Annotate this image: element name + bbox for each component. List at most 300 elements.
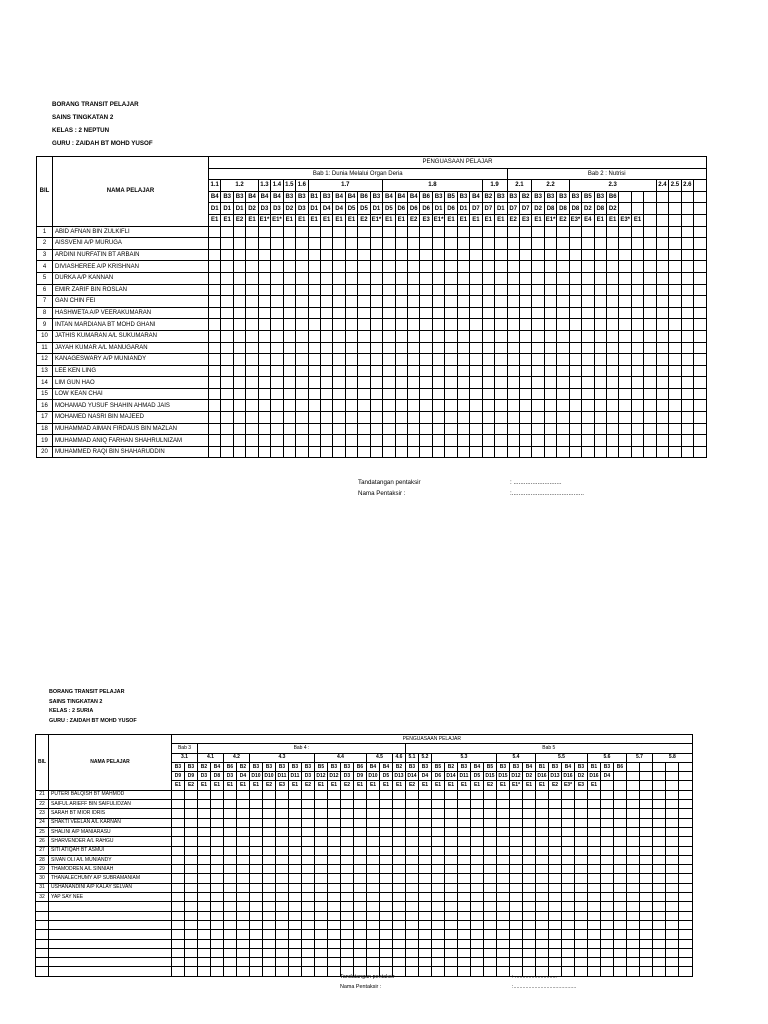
mastery-cell[interactable]	[406, 865, 419, 874]
mastery-cell[interactable]	[358, 435, 370, 447]
mastery-cell[interactable]	[276, 920, 289, 929]
mastery-cell[interactable]	[209, 261, 221, 273]
mastery-cell[interactable]	[519, 365, 531, 377]
mastery-cell[interactable]	[432, 342, 444, 354]
mastery-cell[interactable]	[315, 818, 328, 827]
mastery-cell[interactable]	[283, 296, 295, 308]
mastery-cell[interactable]	[283, 249, 295, 261]
mastery-cell[interactable]	[569, 365, 581, 377]
mastery-cell[interactable]	[209, 226, 221, 238]
mastery-cell[interactable]	[619, 377, 631, 389]
mastery-cell[interactable]	[679, 883, 693, 892]
mastery-cell[interactable]	[497, 837, 510, 846]
mastery-cell[interactable]	[653, 809, 666, 818]
mastery-cell[interactable]	[345, 412, 357, 424]
mastery-cell[interactable]	[237, 883, 250, 892]
mastery-cell[interactable]	[315, 948, 328, 957]
mastery-cell[interactable]	[562, 893, 575, 902]
mastery-cell[interactable]	[519, 342, 531, 354]
mastery-cell[interactable]	[271, 307, 283, 319]
mastery-cell[interactable]	[432, 226, 444, 238]
mastery-cell[interactable]	[258, 296, 270, 308]
mastery-cell[interactable]	[432, 377, 444, 389]
mastery-cell[interactable]	[395, 272, 407, 284]
mastery-cell[interactable]	[484, 837, 497, 846]
mastery-cell[interactable]	[432, 307, 444, 319]
mastery-cell[interactable]	[495, 284, 507, 296]
mastery-cell[interactable]	[607, 238, 619, 250]
mastery-cell[interactable]	[640, 902, 653, 911]
mastery-cell[interactable]	[519, 400, 531, 412]
mastery-cell[interactable]	[263, 818, 276, 827]
mastery-cell[interactable]	[549, 920, 562, 929]
mastery-cell[interactable]	[315, 790, 328, 799]
mastery-cell[interactable]	[640, 846, 653, 855]
mastery-cell[interactable]	[395, 412, 407, 424]
mastery-cell[interactable]	[679, 911, 693, 920]
mastery-cell[interactable]	[497, 855, 510, 864]
mastery-cell[interactable]	[495, 226, 507, 238]
mastery-cell[interactable]	[495, 307, 507, 319]
mastery-cell[interactable]	[544, 226, 556, 238]
mastery-cell[interactable]	[484, 827, 497, 836]
mastery-cell[interactable]	[263, 967, 276, 976]
signature-line[interactable]: :..........................................	[510, 490, 584, 497]
mastery-cell[interactable]	[656, 261, 668, 273]
mastery-cell[interactable]	[211, 902, 224, 911]
mastery-cell[interactable]	[283, 238, 295, 250]
mastery-cell[interactable]	[383, 446, 395, 458]
mastery-cell[interactable]	[224, 800, 237, 809]
mastery-cell[interactable]	[458, 855, 471, 864]
mastery-cell[interactable]	[345, 249, 357, 261]
mastery-cell[interactable]	[519, 412, 531, 424]
mastery-cell[interactable]	[569, 388, 581, 400]
mastery-cell[interactable]	[445, 883, 458, 892]
mastery-cell[interactable]	[640, 818, 653, 827]
mastery-cell[interactable]	[380, 790, 393, 799]
mastery-cell[interactable]	[679, 874, 693, 883]
mastery-cell[interactable]	[519, 238, 531, 250]
mastery-cell[interactable]	[510, 893, 523, 902]
mastery-cell[interactable]	[221, 249, 233, 261]
mastery-cell[interactable]	[221, 354, 233, 366]
mastery-cell[interactable]	[367, 920, 380, 929]
mastery-cell[interactable]	[276, 865, 289, 874]
mastery-cell[interactable]	[679, 958, 693, 967]
mastery-cell[interactable]	[457, 400, 469, 412]
mastery-cell[interactable]	[358, 249, 370, 261]
mastery-cell[interactable]	[354, 874, 367, 883]
mastery-cell[interactable]	[631, 400, 643, 412]
mastery-cell[interactable]	[333, 296, 345, 308]
mastery-cell[interactable]	[408, 354, 420, 366]
mastery-cell[interactable]	[519, 249, 531, 261]
mastery-cell[interactable]	[246, 330, 258, 342]
mastery-cell[interactable]	[532, 400, 544, 412]
mastery-cell[interactable]	[656, 330, 668, 342]
mastery-cell[interactable]	[575, 865, 588, 874]
mastery-cell[interactable]	[457, 226, 469, 238]
mastery-cell[interactable]	[393, 911, 406, 920]
mastery-cell[interactable]	[258, 377, 270, 389]
mastery-cell[interactable]	[582, 446, 594, 458]
mastery-cell[interactable]	[289, 818, 302, 827]
mastery-cell[interactable]	[315, 930, 328, 939]
mastery-cell[interactable]	[395, 342, 407, 354]
mastery-cell[interactable]	[328, 846, 341, 855]
mastery-cell[interactable]	[507, 249, 519, 261]
mastery-cell[interactable]	[544, 284, 556, 296]
mastery-cell[interactable]	[221, 296, 233, 308]
mastery-cell[interactable]	[432, 948, 445, 957]
mastery-cell[interactable]	[250, 855, 263, 864]
mastery-cell[interactable]	[419, 874, 432, 883]
mastery-cell[interactable]	[250, 800, 263, 809]
mastery-cell[interactable]	[644, 365, 656, 377]
mastery-cell[interactable]	[588, 893, 601, 902]
mastery-cell[interactable]	[470, 238, 482, 250]
mastery-cell[interactable]	[495, 377, 507, 389]
mastery-cell[interactable]	[457, 261, 469, 273]
mastery-cell[interactable]	[557, 388, 569, 400]
mastery-cell[interactable]	[250, 790, 263, 799]
mastery-cell[interactable]	[445, 809, 458, 818]
mastery-cell[interactable]	[395, 446, 407, 458]
mastery-cell[interactable]	[471, 902, 484, 911]
mastery-cell[interactable]	[211, 865, 224, 874]
mastery-cell[interactable]	[302, 818, 315, 827]
mastery-cell[interactable]	[276, 883, 289, 892]
mastery-cell[interactable]	[532, 330, 544, 342]
mastery-cell[interactable]	[341, 827, 354, 836]
mastery-cell[interactable]	[198, 874, 211, 883]
mastery-cell[interactable]	[471, 893, 484, 902]
mastery-cell[interactable]	[575, 948, 588, 957]
mastery-cell[interactable]	[224, 911, 237, 920]
mastery-cell[interactable]	[471, 939, 484, 948]
mastery-cell[interactable]	[224, 837, 237, 846]
mastery-cell[interactable]	[523, 818, 536, 827]
mastery-cell[interactable]	[619, 446, 631, 458]
mastery-cell[interactable]	[557, 377, 569, 389]
mastery-cell[interactable]	[694, 342, 707, 354]
mastery-cell[interactable]	[653, 893, 666, 902]
mastery-cell[interactable]	[380, 948, 393, 957]
mastery-cell[interactable]	[289, 883, 302, 892]
mastery-cell[interactable]	[510, 790, 523, 799]
mastery-cell[interactable]	[562, 827, 575, 836]
mastery-cell[interactable]	[470, 307, 482, 319]
mastery-cell[interactable]	[341, 920, 354, 929]
mastery-cell[interactable]	[507, 238, 519, 250]
mastery-cell[interactable]	[445, 790, 458, 799]
mastery-cell[interactable]	[653, 958, 666, 967]
mastery-cell[interactable]	[510, 865, 523, 874]
mastery-cell[interactable]	[406, 930, 419, 939]
mastery-cell[interactable]	[445, 920, 458, 929]
mastery-cell[interactable]	[471, 827, 484, 836]
mastery-cell[interactable]	[308, 365, 320, 377]
mastery-cell[interactable]	[588, 883, 601, 892]
mastery-cell[interactable]	[320, 388, 332, 400]
mastery-cell[interactable]	[549, 883, 562, 892]
mastery-cell[interactable]	[640, 837, 653, 846]
mastery-cell[interactable]	[393, 930, 406, 939]
mastery-cell[interactable]	[544, 400, 556, 412]
mastery-cell[interactable]	[289, 865, 302, 874]
mastery-cell[interactable]	[283, 284, 295, 296]
mastery-cell[interactable]	[358, 226, 370, 238]
mastery-cell[interactable]	[296, 446, 308, 458]
mastery-cell[interactable]	[393, 837, 406, 846]
mastery-cell[interactable]	[523, 911, 536, 920]
mastery-cell[interactable]	[172, 827, 185, 836]
mastery-cell[interactable]	[484, 902, 497, 911]
mastery-cell[interactable]	[419, 958, 432, 967]
mastery-cell[interactable]	[233, 354, 245, 366]
mastery-cell[interactable]	[557, 435, 569, 447]
mastery-cell[interactable]	[420, 423, 432, 435]
mastery-cell[interactable]	[495, 272, 507, 284]
mastery-cell[interactable]	[484, 911, 497, 920]
mastery-cell[interactable]	[445, 226, 457, 238]
mastery-cell[interactable]	[221, 330, 233, 342]
mastery-cell[interactable]	[383, 319, 395, 331]
mastery-cell[interactable]	[536, 893, 549, 902]
mastery-cell[interactable]	[302, 893, 315, 902]
mastery-cell[interactable]	[211, 967, 224, 976]
mastery-cell[interactable]	[185, 818, 198, 827]
mastery-cell[interactable]	[482, 412, 494, 424]
mastery-cell[interactable]	[569, 400, 581, 412]
mastery-cell[interactable]	[640, 930, 653, 939]
mastery-cell[interactable]	[358, 296, 370, 308]
mastery-cell[interactable]	[246, 261, 258, 273]
mastery-cell[interactable]	[640, 948, 653, 957]
mastery-cell[interactable]	[341, 883, 354, 892]
mastery-cell[interactable]	[544, 330, 556, 342]
mastery-cell[interactable]	[211, 930, 224, 939]
mastery-cell[interactable]	[619, 296, 631, 308]
mastery-cell[interactable]	[484, 958, 497, 967]
mastery-cell[interactable]	[432, 958, 445, 967]
mastery-cell[interactable]	[507, 354, 519, 366]
mastery-cell[interactable]	[627, 958, 640, 967]
mastery-cell[interactable]	[370, 319, 382, 331]
mastery-cell[interactable]	[224, 930, 237, 939]
mastery-cell[interactable]	[315, 874, 328, 883]
mastery-cell[interactable]	[656, 388, 668, 400]
mastery-cell[interactable]	[224, 827, 237, 836]
mastery-cell[interactable]	[221, 238, 233, 250]
mastery-cell[interactable]	[669, 272, 681, 284]
mastery-cell[interactable]	[354, 920, 367, 929]
mastery-cell[interactable]	[519, 388, 531, 400]
mastery-cell[interactable]	[549, 865, 562, 874]
mastery-cell[interactable]	[315, 837, 328, 846]
mastery-cell[interactable]	[536, 818, 549, 827]
mastery-cell[interactable]	[644, 238, 656, 250]
mastery-cell[interactable]	[458, 874, 471, 883]
mastery-cell[interactable]	[470, 284, 482, 296]
mastery-cell[interactable]	[358, 330, 370, 342]
mastery-cell[interactable]	[601, 837, 614, 846]
mastery-cell[interactable]	[233, 400, 245, 412]
mastery-cell[interactable]	[445, 939, 458, 948]
mastery-cell[interactable]	[289, 809, 302, 818]
mastery-cell[interactable]	[263, 939, 276, 948]
mastery-cell[interactable]	[445, 412, 457, 424]
mastery-cell[interactable]	[370, 377, 382, 389]
mastery-cell[interactable]	[185, 911, 198, 920]
mastery-cell[interactable]	[333, 412, 345, 424]
mastery-cell[interactable]	[209, 342, 221, 354]
mastery-cell[interactable]	[341, 874, 354, 883]
mastery-cell[interactable]	[669, 284, 681, 296]
mastery-cell[interactable]	[185, 902, 198, 911]
mastery-cell[interactable]	[588, 958, 601, 967]
mastery-cell[interactable]	[544, 365, 556, 377]
mastery-cell[interactable]	[308, 226, 320, 238]
mastery-cell[interactable]	[420, 377, 432, 389]
mastery-cell[interactable]	[656, 342, 668, 354]
mastery-cell[interactable]	[406, 893, 419, 902]
mastery-cell[interactable]	[432, 846, 445, 855]
mastery-cell[interactable]	[601, 883, 614, 892]
mastery-cell[interactable]	[328, 958, 341, 967]
mastery-cell[interactable]	[669, 446, 681, 458]
mastery-cell[interactable]	[627, 818, 640, 827]
mastery-cell[interactable]	[575, 874, 588, 883]
mastery-cell[interactable]	[283, 400, 295, 412]
mastery-cell[interactable]	[510, 837, 523, 846]
mastery-cell[interactable]	[233, 412, 245, 424]
mastery-cell[interactable]	[532, 423, 544, 435]
mastery-cell[interactable]	[341, 855, 354, 864]
mastery-cell[interactable]	[406, 911, 419, 920]
mastery-cell[interactable]	[406, 948, 419, 957]
mastery-cell[interactable]	[557, 261, 569, 273]
mastery-cell[interactable]	[250, 809, 263, 818]
mastery-cell[interactable]	[289, 939, 302, 948]
mastery-cell[interactable]	[631, 342, 643, 354]
mastery-cell[interactable]	[614, 846, 627, 855]
mastery-cell[interactable]	[211, 958, 224, 967]
mastery-cell[interactable]	[653, 911, 666, 920]
mastery-cell[interactable]	[669, 388, 681, 400]
mastery-cell[interactable]	[666, 958, 679, 967]
mastery-cell[interactable]	[627, 809, 640, 818]
mastery-cell[interactable]	[276, 827, 289, 836]
mastery-cell[interactable]	[419, 948, 432, 957]
mastery-cell[interactable]	[233, 319, 245, 331]
mastery-cell[interactable]	[432, 249, 444, 261]
mastery-cell[interactable]	[679, 818, 693, 827]
mastery-cell[interactable]	[354, 855, 367, 864]
mastery-cell[interactable]	[406, 846, 419, 855]
mastery-cell[interactable]	[333, 272, 345, 284]
mastery-cell[interactable]	[320, 319, 332, 331]
mastery-cell[interactable]	[237, 939, 250, 948]
mastery-cell[interactable]	[263, 948, 276, 957]
mastery-cell[interactable]	[246, 446, 258, 458]
mastery-cell[interactable]	[211, 790, 224, 799]
mastery-cell[interactable]	[681, 435, 693, 447]
mastery-cell[interactable]	[614, 874, 627, 883]
mastery-cell[interactable]	[653, 837, 666, 846]
mastery-cell[interactable]	[432, 238, 444, 250]
mastery-cell[interactable]	[406, 855, 419, 864]
mastery-cell[interactable]	[619, 272, 631, 284]
mastery-cell[interactable]	[549, 809, 562, 818]
mastery-cell[interactable]	[601, 818, 614, 827]
mastery-cell[interactable]	[419, 939, 432, 948]
mastery-cell[interactable]	[575, 939, 588, 948]
mastery-cell[interactable]	[614, 902, 627, 911]
mastery-cell[interactable]	[258, 272, 270, 284]
mastery-cell[interactable]	[419, 967, 432, 976]
mastery-cell[interactable]	[393, 827, 406, 836]
mastery-cell[interactable]	[333, 284, 345, 296]
mastery-cell[interactable]	[594, 249, 606, 261]
mastery-cell[interactable]	[669, 307, 681, 319]
mastery-cell[interactable]	[619, 412, 631, 424]
mastery-cell[interactable]	[258, 284, 270, 296]
mastery-cell[interactable]	[354, 948, 367, 957]
mastery-cell[interactable]	[345, 319, 357, 331]
mastery-cell[interactable]	[246, 435, 258, 447]
mastery-cell[interactable]	[358, 377, 370, 389]
mastery-cell[interactable]	[395, 435, 407, 447]
mastery-cell[interactable]	[296, 365, 308, 377]
mastery-cell[interactable]	[419, 846, 432, 855]
mastery-cell[interactable]	[233, 307, 245, 319]
mastery-cell[interactable]	[666, 809, 679, 818]
mastery-cell[interactable]	[507, 388, 519, 400]
mastery-cell[interactable]	[315, 958, 328, 967]
mastery-cell[interactable]	[470, 377, 482, 389]
mastery-cell[interactable]	[614, 809, 627, 818]
mastery-cell[interactable]	[484, 948, 497, 957]
mastery-cell[interactable]	[523, 883, 536, 892]
mastery-cell[interactable]	[694, 296, 707, 308]
mastery-cell[interactable]	[172, 948, 185, 957]
mastery-cell[interactable]	[370, 342, 382, 354]
mastery-cell[interactable]	[694, 330, 707, 342]
mastery-cell[interactable]	[507, 423, 519, 435]
mastery-cell[interactable]	[614, 893, 627, 902]
mastery-cell[interactable]	[296, 342, 308, 354]
mastery-cell[interactable]	[308, 238, 320, 250]
mastery-cell[interactable]	[458, 837, 471, 846]
mastery-cell[interactable]	[406, 827, 419, 836]
mastery-cell[interactable]	[406, 809, 419, 818]
mastery-cell[interactable]	[627, 827, 640, 836]
mastery-cell[interactable]	[308, 400, 320, 412]
mastery-cell[interactable]	[271, 272, 283, 284]
mastery-cell[interactable]	[544, 423, 556, 435]
mastery-cell[interactable]	[495, 296, 507, 308]
mastery-cell[interactable]	[406, 837, 419, 846]
mastery-cell[interactable]	[601, 865, 614, 874]
mastery-cell[interactable]	[246, 377, 258, 389]
mastery-cell[interactable]	[419, 855, 432, 864]
mastery-cell[interactable]	[681, 226, 693, 238]
mastery-cell[interactable]	[497, 818, 510, 827]
mastery-cell[interactable]	[549, 958, 562, 967]
mastery-cell[interactable]	[367, 827, 380, 836]
